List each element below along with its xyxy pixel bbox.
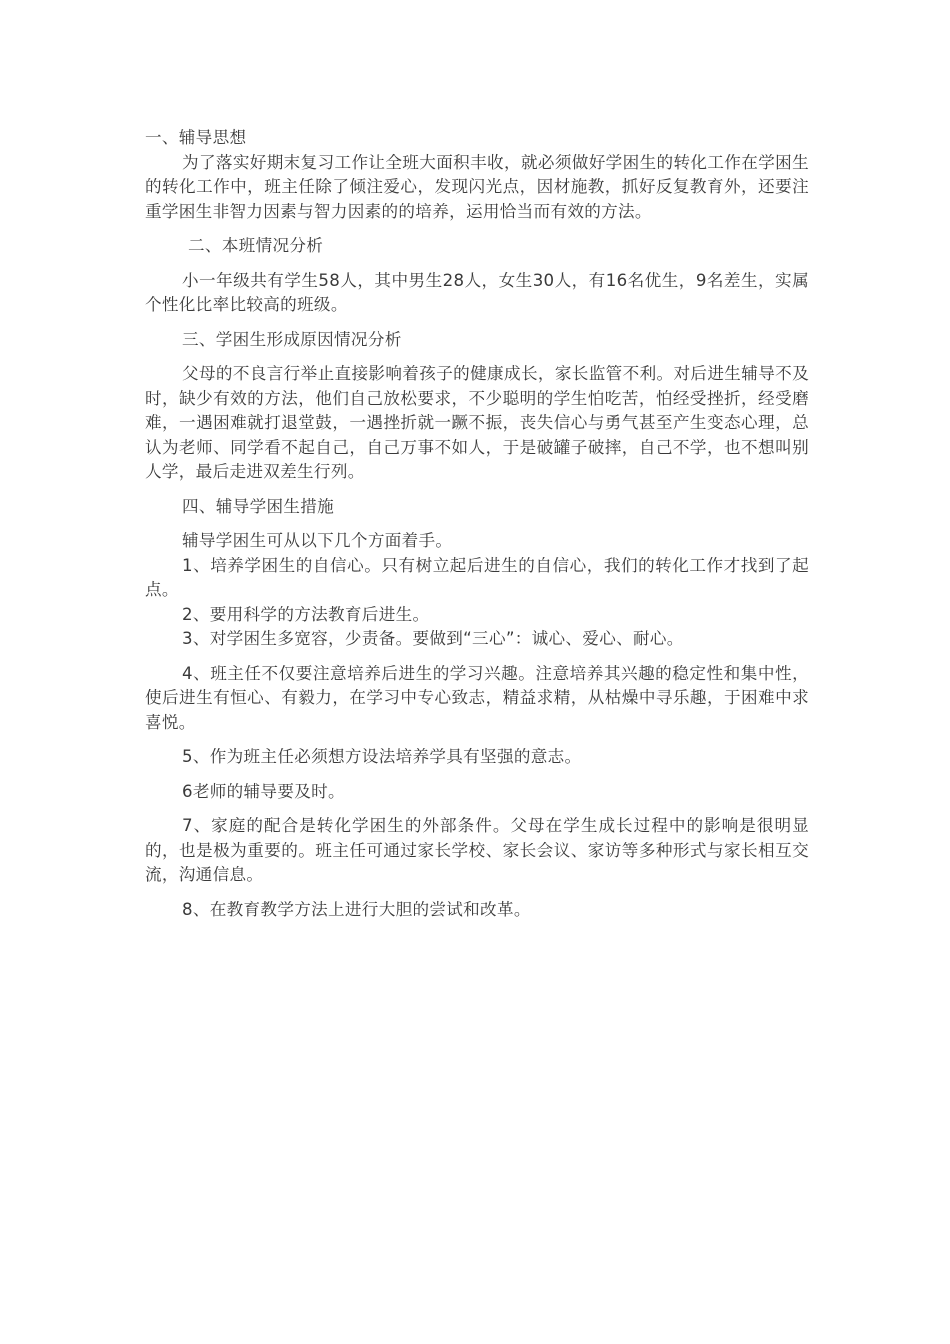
measure-item: 5、作为班主任必须想方设法培养学具有坚强的意志。 — [182, 747, 582, 766]
document-body — [145, 126, 809, 922]
section-heading-1: 一、辅导思想 — [145, 128, 247, 147]
measure-item: 4、班主任不仅要注意培养后进生的学习兴趣。注意培养其兴趣的稳定性和集中性，使后进生有恒心、有毅力，在学习中专心致志，精益求精，从枯燥中寻乐趣，于困难中求喜悦。 — [145, 663, 809, 732]
paragraph-cause-analysis: 父母的不良言行举止直接影响着孩子的健康成长，家长监管不利。对后进生辅导不及时，缺少有效的方法，他们自己放松要求，不少聪明的学生怕吃苦，怕经受挫折，经受磨难，一遇困难就打退堂鼓，一遇挫折就一蹶不振，丧失信心与勇气甚至产生变态心理，总认为老师、同学看不起自己，自己万事不如人，于是破罐子破摔，自己不学，也不想叫别人学，最后走进双差生行列。 — [145, 364, 809, 481]
measure-item: 6老师的辅导要及时。 — [182, 781, 345, 801]
measure-item: 7、家庭的配合是转化学困生的外部条件。父母在学生成长过程中的影响是很明显的，也是极为重要的。班主任可通过家长学校、家长会议、家访等多种形式与家长相互交流，沟通信息。 — [145, 816, 809, 884]
measure-item: 2、要用科学的方法教育后进生。 — [182, 604, 430, 624]
section-heading-2: 二、本班情况分析 — [188, 236, 324, 255]
paragraph-class-analysis: 小一年级共有学生58人，其中男生28人，女生30人，有16名优生，9名差生，实属个性化比率比较高的班级。 — [145, 270, 809, 314]
section-heading-3: 三、学困生形成原因情况分析 — [182, 329, 402, 349]
paragraph-guidance-idea: 为了落实好期末复习工作让全班大面积丰收，就必须做好学困生的转化工作在学困生的转化工作中，班主任除了倾注爱心，发现闪光点，因材施教，抓好反复教育外，还要注重学困生非智力因素与智力因素的的培养，运用恰当而有效的方法。 — [145, 152, 809, 221]
measure-item: 3、对学困生多宽容，少责备。要做到“三心”：诚心、爱心、耐心。 — [182, 629, 684, 648]
measure-item: 1、培养学困生的自信心。只有树立起后进生的自信心，我们的转化工作才找到了起点。 — [145, 555, 809, 599]
paragraph-measures-intro: 辅导学困生可从以下几个方面着手。 — [182, 531, 453, 550]
measure-item: 8、在教育教学方法上进行大胆的尝试和改革。 — [182, 899, 531, 919]
section-heading-4: 四、辅导学困生措施 — [182, 496, 335, 516]
